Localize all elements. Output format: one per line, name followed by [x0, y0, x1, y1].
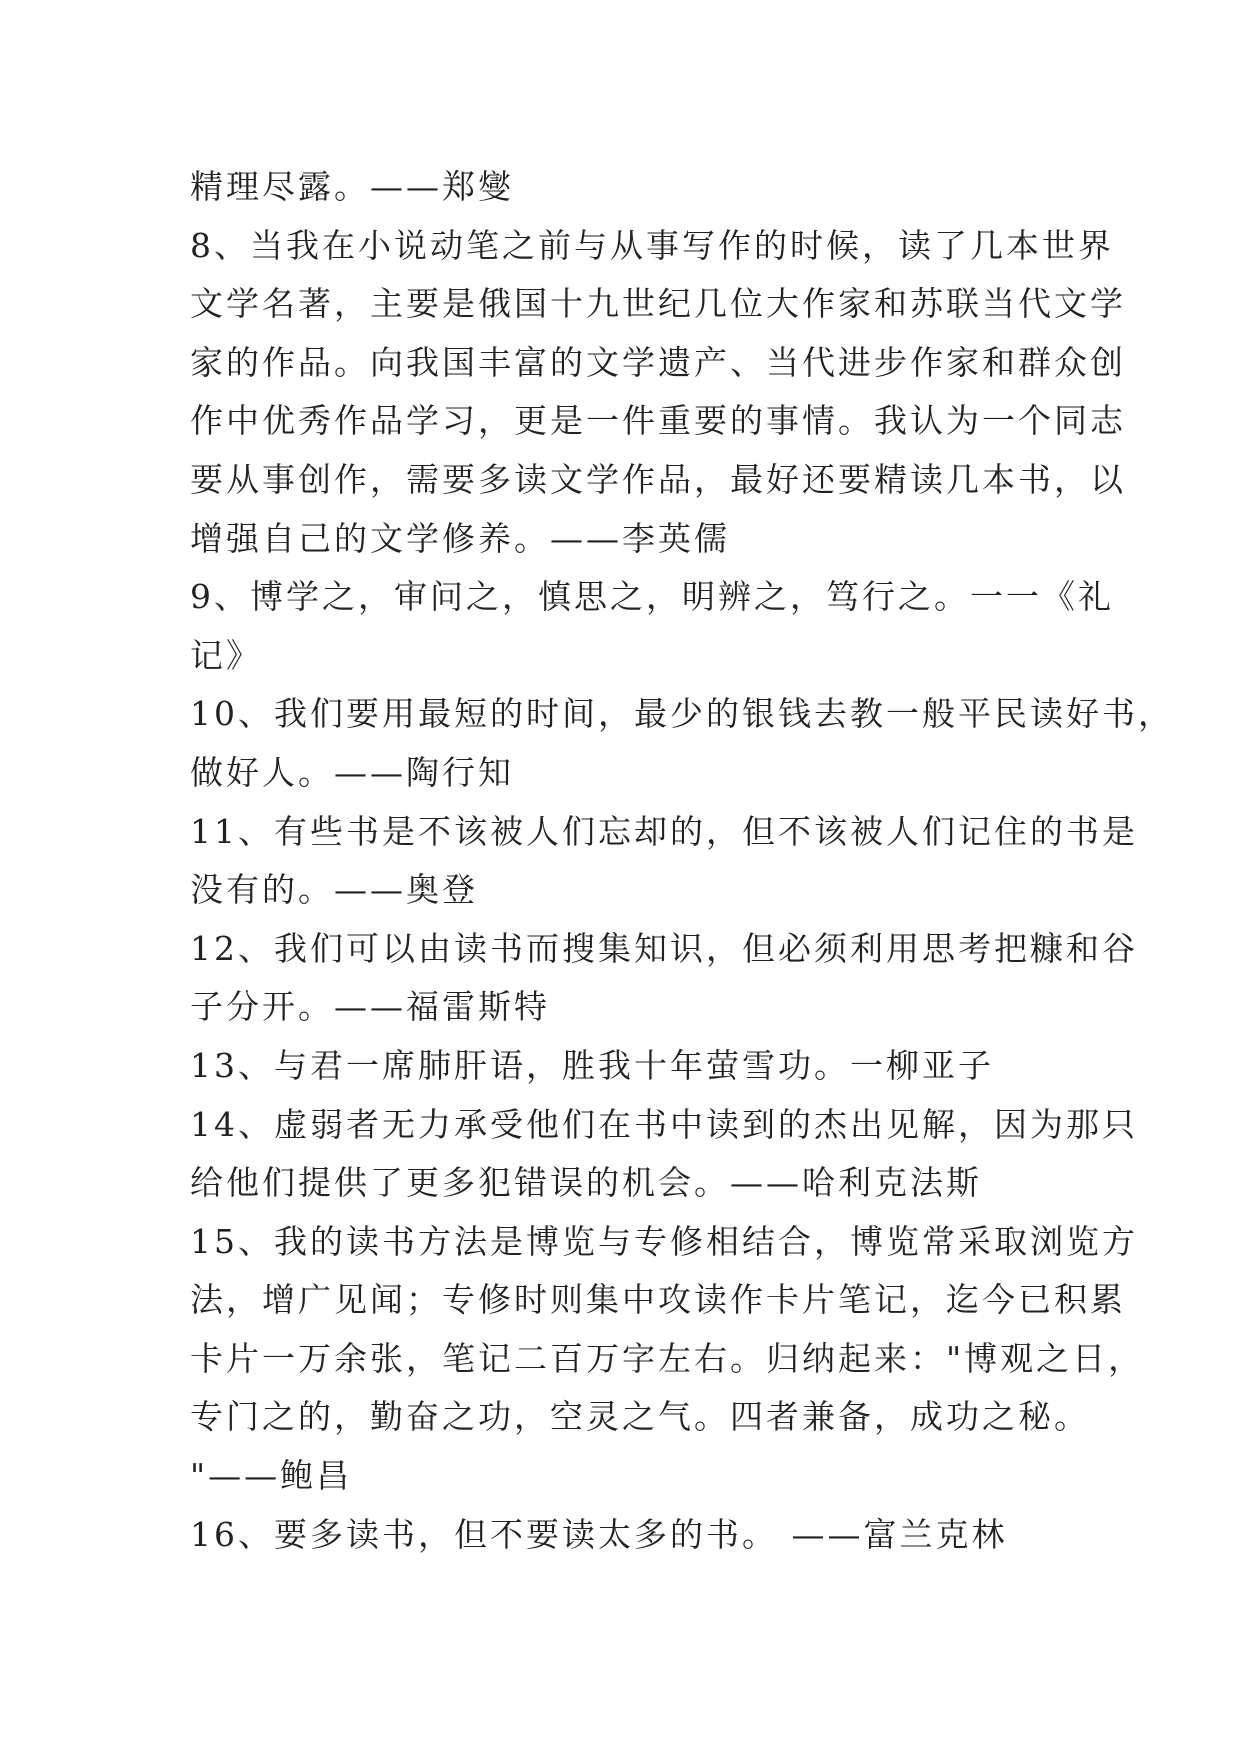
- text-line: 14、虚弱者无力承受他们在书中读到的杰出见解，因为那只: [190, 1104, 1138, 1144]
- text-line: 增强自己的文学修养。——李英儒: [190, 518, 730, 558]
- text-line: 做好人。——陶行知: [190, 752, 514, 792]
- text-line: 文学名著，主要是俄国十九世纪几位大作家和苏联当代文学: [190, 284, 1126, 324]
- text-line: 法，增广见闻；专修时则集中攻读作卡片笔记，迄今已积累: [190, 1280, 1126, 1320]
- text-line: 记》: [190, 635, 262, 675]
- text-line: 10、我们要用最短的时间，最少的银钱去教一般平民读好书，: [190, 694, 1174, 734]
- text-line: 9、博学之，审问之，慎思之，明辨之，笃行之。一一《礼: [190, 577, 1114, 617]
- text-line: 要从事创作，需要多读文学作品，最好还要精读几本书，以: [190, 459, 1126, 499]
- text-line: 16、要多读书，但不要读太多的书。 ——富兰克林: [190, 1514, 1008, 1554]
- text-line: 没有的。——奥登: [190, 870, 478, 910]
- text-line: 卡片一万余张，笔记二百万字左右。归纳起来："博观之日，: [190, 1338, 1145, 1378]
- text-line: 给他们提供了更多犯错误的机会。——哈利克法斯: [190, 1163, 982, 1203]
- text-line: 8、当我在小说动笔之前与从事写作的时候，读了几本世界: [190, 225, 1114, 265]
- quote-text-block: [190, 158, 1174, 1564]
- text-line: 11、有些书是不该被人们忘却的，但不该被人们记住的书是: [190, 811, 1138, 851]
- text-line: 15、我的读书方法是博览与专修相结合，博览常采取浏览方: [190, 1221, 1138, 1261]
- text-line: 子分开。——福雷斯特: [190, 987, 550, 1027]
- text-line: 专门之的，勤奋之功，空灵之气。四者兼备，成功之秘。: [190, 1397, 1090, 1437]
- text-line: "——鲍昌: [190, 1456, 353, 1496]
- text-line: 13、与君一席肺肝语，胜我十年萤雪功。一柳亚子: [190, 1045, 994, 1085]
- text-line: 12、我们可以由读书而搜集知识，但必须利用思考把糠和谷: [190, 928, 1138, 968]
- text-line: 家的作品。向我国丰富的文学遗产、当代进步作家和群众创: [190, 342, 1126, 382]
- text-line: 精理尽露。——郑燮: [190, 167, 514, 206]
- text-line: 作中优秀作品学习，更是一件重要的事情。我认为一个同志: [190, 401, 1126, 441]
